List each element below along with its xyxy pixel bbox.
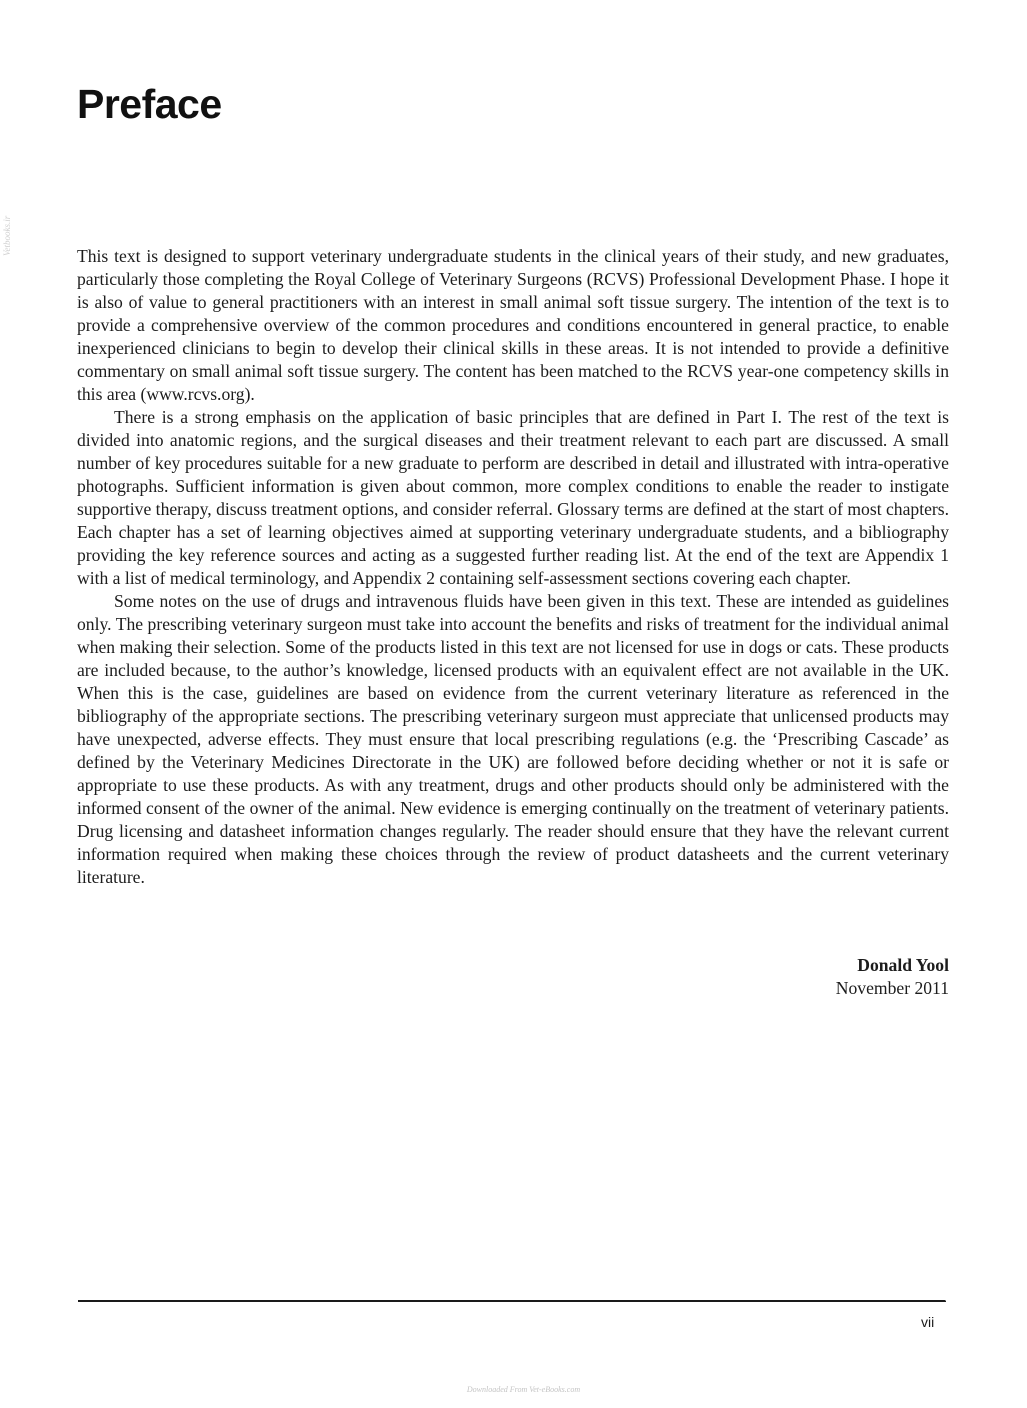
- paragraph-3: Some notes on the use of drugs and intravenous fluids have been given in this text. These are intended as guidelines only. The prescribing veterinary surgeon must take into account the benefits and risks of treatment for the individual animal when making their selection. Some of the products listed in this text are not licensed for use in dogs or cats. These products are included because, to the author’s knowledge, licensed products with an equivalent effect are not available in the UK. When this is the case, guidelines are based on evidence from the current veterinary literature as referenced in the bibliography of the appropriate sections. The prescribing veterinary surgeon must appreciate that unlicensed products may have unexpected, adverse effects. They must ensure that local prescribing regulations (e.g. the ‘Prescribing Cascade’ as defined by the Veterinary Medicines Directorate in the UK) are followed before deciding whether or not it is safe or appropriate to use these products. As with any treatment, drugs and other products should only be administered with the informed consent of the owner of the animal. New evidence is emerging continually on the treatment of veterinary patients. Drug licensing and datasheet information changes regularly. The reader should ensure that they have the relevant current information required when making these choices through the review of product datasheets and the current veterinary literature.: [77, 591, 949, 887]
- footer-rule: [78, 1300, 946, 1302]
- page-title: Preface: [77, 81, 222, 127]
- side-watermark-text: Vetbooks.ir: [2, 215, 12, 256]
- signature-date: November 2011: [835, 978, 949, 998]
- paragraph-1: This text is designed to support veterinary undergraduate students in the clinical years of their study, and new graduates, particularly those completing the Royal College of Veterinary Surgeons (RCVS) Professional Development Phase. I hope it is also of value to general practitioners with an interest in small animal soft tissue surgery. The intention of the text is to provide a comprehensive overview of the common procedures and conditions encountered in general practice, to enable inexperienced clinicians to begin to develop their clinical skills in these areas. It is not intended to provide a definitive commentary on small animal soft tissue surgery. The content has been matched to the RCVS year-one competency skills in this area (www.rcvs.org).: [77, 246, 949, 404]
- side-watermark: [0, 190, 14, 260]
- author-name: Donald Yool: [857, 955, 949, 975]
- paragraph-2: There is a strong emphasis on the application of basic principles that are defined in Part I. The rest of the text is divided into anatomic regions, and the surgical diseases and their treatment relevant to each part are discussed. A small number of key procedures suitable for a new graduate to perform are described in detail and illustrated with intra-operative photographs. Sufficient information is given about common, more complex conditions to enable the reader to instigate supportive therapy, discuss treatment options, and consider referral. Glossary terms are defined at the start of most chapters. Each chapter has a set of learning objectives aimed at supporting veterinary undergraduate students, and a bibliography providing the key reference sources and acting as a suggested further reading list. At the end of the text are Appendix 1 with a list of medical terminology, and Appendix 2 containing self-assessment sections covering each chapter.: [77, 407, 949, 588]
- signature-block: [836, 954, 949, 1000]
- page-number: vii: [921, 1314, 935, 1330]
- preface-body: [77, 245, 949, 889]
- download-note: Downloaded From Vet-eBooks.com: [466, 1385, 581, 1394]
